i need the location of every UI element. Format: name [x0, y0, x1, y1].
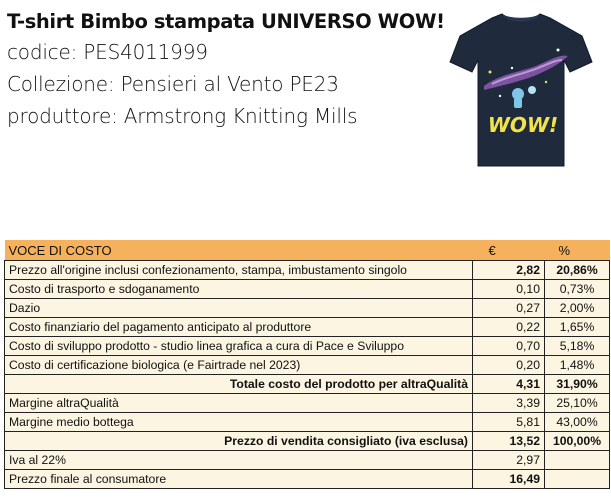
- header-cost-item: VOCE DI COSTO: [5, 240, 473, 261]
- final-price-row: [5, 470, 610, 489]
- row-label: Totale costo del prodotto per altraQualità: [5, 375, 473, 394]
- row-percent: 25,10%: [545, 394, 610, 413]
- tshirt-illustration: [440, 10, 602, 172]
- table-row: [5, 394, 610, 413]
- row-label: Margine altraQualità: [5, 394, 473, 413]
- table-row: [5, 413, 610, 432]
- row-euro: 4,31: [473, 375, 545, 394]
- table-row: [5, 261, 610, 280]
- row-label: Prezzo finale al consumatore: [5, 470, 473, 489]
- cost-table-header: [5, 240, 610, 261]
- row-percent: 2,00%: [545, 299, 610, 318]
- row-euro: 0,70: [473, 337, 545, 356]
- table-row: [5, 299, 610, 318]
- row-label: Margine medio bottega: [5, 413, 473, 432]
- row-label: Costo di trasporto e sdoganamento: [5, 280, 473, 299]
- row-label: Iva al 22%: [5, 451, 473, 470]
- row-label: Prezzo all'origine inclusi confezionamento, stampa, imbustamento singolo: [5, 261, 473, 280]
- row-euro: 2,97: [473, 451, 545, 470]
- row-percent: [545, 451, 610, 470]
- product-header: [7, 8, 447, 132]
- header-percent: %: [545, 240, 610, 261]
- table-row: [5, 356, 610, 375]
- cost-table: [4, 240, 610, 489]
- product-meta: [7, 36, 447, 132]
- row-euro: 0,27: [473, 299, 545, 318]
- header-euro: €: [473, 240, 545, 261]
- row-percent: [545, 470, 610, 489]
- row-euro: 0,10: [473, 280, 545, 299]
- row-euro: 13,52: [473, 432, 545, 451]
- row-percent: 1,65%: [545, 318, 610, 337]
- product-code: codice: PES4011999: [7, 40, 208, 64]
- product-collection: Collezione: Pensieri al Vento PE23: [7, 72, 339, 96]
- row-label: Costo di sviluppo prodotto - studio linea grafica a cura di Pace e Sviluppo: [5, 337, 473, 356]
- tshirt-image: [440, 10, 602, 172]
- row-euro: 0,20: [473, 356, 545, 375]
- row-label: Dazio: [5, 299, 473, 318]
- row-percent: 5,18%: [545, 337, 610, 356]
- row-euro: 2,82: [473, 261, 545, 280]
- suggested-price-row: [5, 432, 610, 451]
- total-cost-row: [5, 375, 610, 394]
- product-producer: produttore: Armstrong Knitting Mills: [7, 104, 358, 128]
- tshirt-print-text: WOW!: [487, 113, 559, 137]
- row-percent: 1,48%: [545, 356, 610, 375]
- row-label: Prezzo di vendita consigliato (iva esclusa): [5, 432, 473, 451]
- row-percent: 100,00%: [545, 432, 610, 451]
- product-title: T-shirt Bimbo stampata UNIVERSO WOW!: [7, 10, 445, 33]
- table-row: [5, 451, 610, 470]
- row-percent: 0,73%: [545, 280, 610, 299]
- row-euro: 5,81: [473, 413, 545, 432]
- row-euro: 3,39: [473, 394, 545, 413]
- table-row: [5, 280, 610, 299]
- row-percent: 31,90%: [545, 375, 610, 394]
- table-row: [5, 337, 610, 356]
- row-percent: 43,00%: [545, 413, 610, 432]
- row-percent: 20,86%: [545, 261, 610, 280]
- row-euro: 16,49: [473, 470, 545, 489]
- row-label: Costo finanziario del pagamento anticipato al produttore: [5, 318, 473, 337]
- row-euro: 0,22: [473, 318, 545, 337]
- table-row: [5, 318, 610, 337]
- row-label: Costo di certificazione biologica (e Fairtrade nel 2023): [5, 356, 473, 375]
